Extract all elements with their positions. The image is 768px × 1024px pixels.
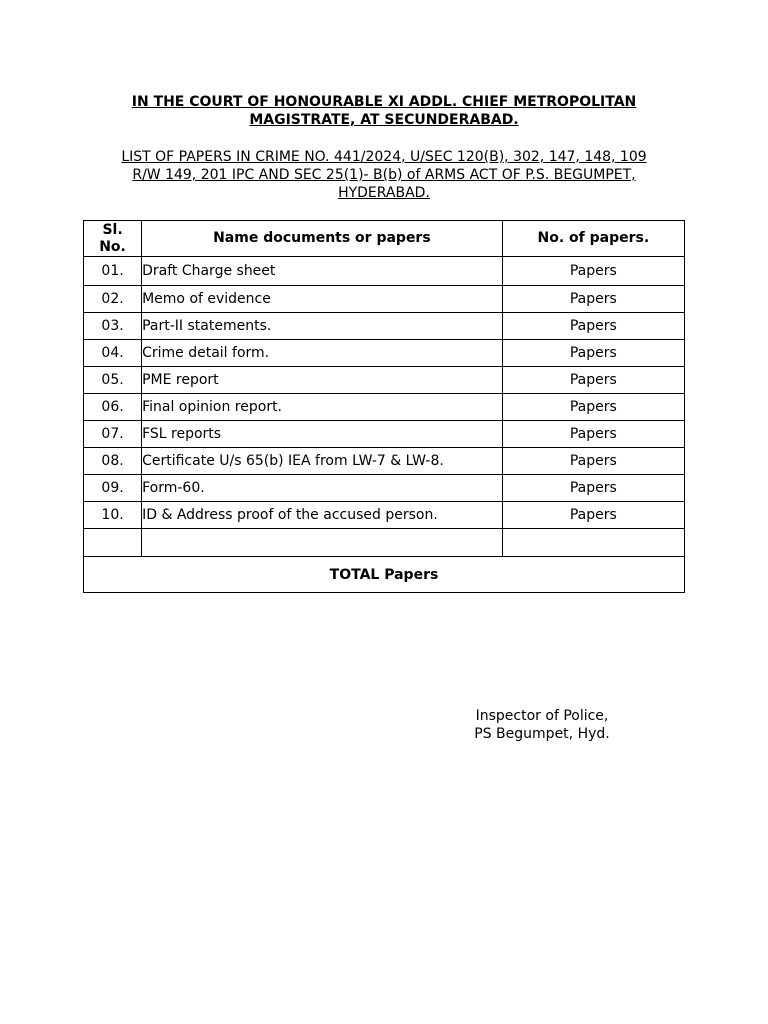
row-paper-count: Papers [502, 421, 684, 448]
list-heading-line-2: R/W 149, 201 IPC AND SEC 25(1)- B(b) of ARMS ACT OF P.S. BEGUMPET, [132, 167, 636, 183]
row-document-name: ID & Address proof of the accused person. [142, 502, 503, 529]
signature-line-2: PS Begumpet, Hyd. [474, 726, 610, 742]
row-document-name: FSL reports [142, 421, 503, 448]
row-document-name: Crime detail form. [142, 340, 503, 367]
signature-block [452, 707, 632, 743]
header-paper-count: No. of papers. [502, 221, 684, 257]
header-sl-line-2: No. [99, 238, 126, 255]
row-document-name: Draft Charge sheet [142, 257, 503, 286]
table-row [84, 448, 685, 475]
row-sl-no: 02. [84, 286, 142, 313]
table-row-blank [84, 529, 685, 557]
row-paper-count: Papers [502, 367, 684, 394]
table-row [84, 367, 685, 394]
table-row [84, 257, 685, 286]
row-sl-no: 09. [84, 475, 142, 502]
table-row [84, 340, 685, 367]
blank-cell [142, 529, 503, 557]
row-paper-count: Papers [502, 313, 684, 340]
row-sl-no: 06. [84, 394, 142, 421]
row-sl-no: 05. [84, 367, 142, 394]
row-document-name: Form-60. [142, 475, 503, 502]
table-row [84, 502, 685, 529]
header-sl-line-1: Sl. [102, 221, 123, 238]
row-document-name: Part-II statements. [142, 313, 503, 340]
header-document-name: Name documents or papers [142, 221, 503, 257]
row-document-name: Certificate U/s 65(b) IEA from LW-7 & LW-8. [142, 448, 503, 475]
row-document-name: PME report [142, 367, 503, 394]
table-row [84, 475, 685, 502]
row-sl-no: 10. [84, 502, 142, 529]
list-heading [84, 148, 684, 202]
blank-cell [502, 529, 684, 557]
list-heading-line-1: LIST OF PAPERS IN CRIME NO. 441/2024, U/SEC 120(B), 302, 147, 148, 109 [121, 149, 647, 165]
row-paper-count: Papers [502, 394, 684, 421]
court-heading [84, 93, 684, 129]
table-row [84, 394, 685, 421]
row-sl-no: 03. [84, 313, 142, 340]
court-heading-line-1: IN THE COURT OF HONOURABLE XI ADDL. CHIEF METROPOLITAN [131, 94, 637, 110]
row-paper-count: Papers [502, 475, 684, 502]
table-row [84, 313, 685, 340]
total-label: TOTAL Papers [84, 557, 685, 593]
table-header-row [84, 221, 685, 257]
header-sl-no [84, 221, 142, 257]
row-paper-count: Papers [502, 340, 684, 367]
row-paper-count: Papers [502, 286, 684, 313]
row-document-name: Memo of evidence [142, 286, 503, 313]
row-document-name: Final opinion report. [142, 394, 503, 421]
row-paper-count: Papers [502, 448, 684, 475]
table-row [84, 286, 685, 313]
row-sl-no: 07. [84, 421, 142, 448]
row-paper-count: Papers [502, 257, 684, 286]
row-sl-no: 04. [84, 340, 142, 367]
blank-cell [84, 529, 142, 557]
signature-line-1: Inspector of Police, [475, 708, 609, 724]
row-paper-count: Papers [502, 502, 684, 529]
list-heading-line-3: HYDERABAD. [338, 185, 430, 201]
court-heading-line-2: MAGISTRATE, AT SECUNDERABAD. [249, 112, 519, 128]
papers-table [83, 220, 685, 593]
table-total-row [84, 557, 685, 593]
row-sl-no: 01. [84, 257, 142, 286]
row-sl-no: 08. [84, 448, 142, 475]
table-row [84, 421, 685, 448]
